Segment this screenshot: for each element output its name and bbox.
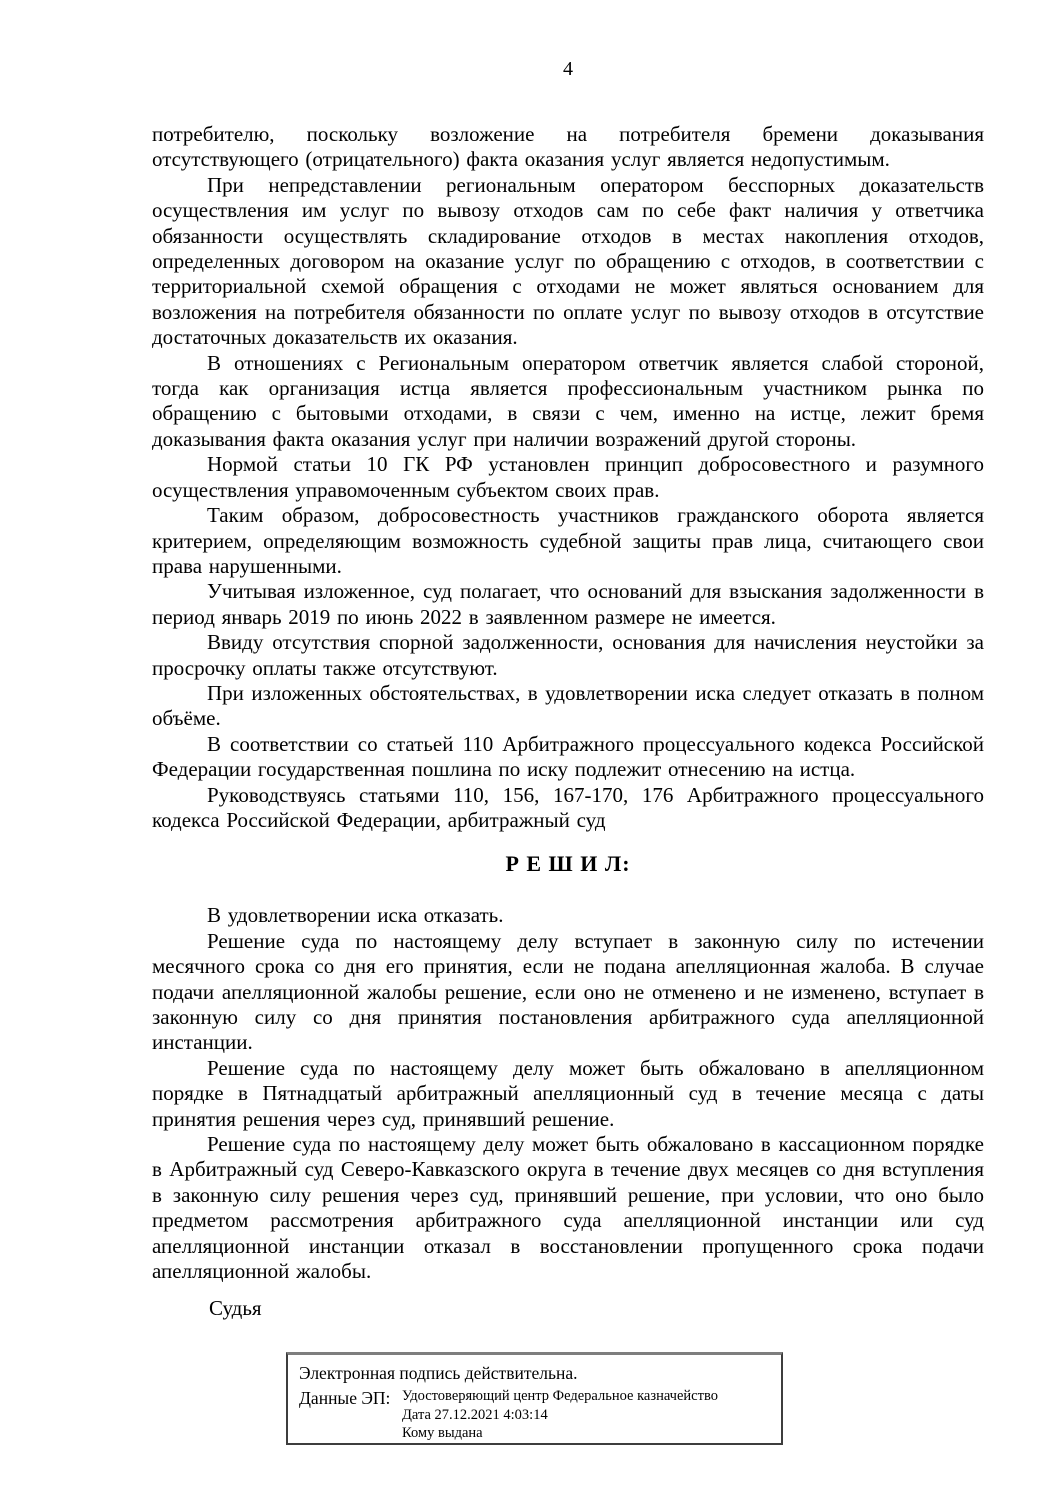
body-paragraph: Нормой статьи 10 ГК РФ установлен принцип добросовестного и разумного осуществления управомоченным субъектом своих прав. <box>152 452 984 502</box>
resolution-heading: Р Е Ш И Л: <box>505 851 631 877</box>
signature-validity-text: Электронная подпись действительна. <box>299 1363 578 1383</box>
signature-date: Дата 27.12.2021 4:03:14 <box>402 1406 548 1423</box>
signature-details <box>402 1387 773 1443</box>
body-paragraph: потребителю, поскольку возложение на потребителя бремени доказывания отсутствующего (отрицательного) факта оказания услуг является недопустимым. <box>152 122 984 172</box>
signature-certification-center: Удостоверяющий центр Федеральное казначейство <box>402 1388 718 1404</box>
signature-issued-to: Кому выдана <box>402 1425 483 1441</box>
body-paragraph: При непредставлении региональным оператором бесспорных доказательств осуществления им услуг по вывозу отходов сам по себе факт наличия у ответчика обязанности осуществлять складирование отходов в местах накопления отходов, определенных договором на оказание услуг по обращению с отходов, в соответствии с территориальной схемой обращения с отходами не может являться основанием для возложения на потребителя обязанности по оплате услуг по вывозу отходов в отсутствие достаточных доказательств их оказания. <box>152 172 984 350</box>
judge-label: Судья <box>209 1296 262 1321</box>
body-paragraph: При изложенных обстоятельствах, в удовлетворении иска следует отказать в полном объёме. <box>152 680 984 731</box>
body-paragraph: В удовлетворении иска отказать. <box>207 903 504 928</box>
body-paragraph: Решение суда по настоящему делу может быть обжаловано в кассационном порядке в Арбитражный суд Северо-Кавказского округа в течение двух месяцев со дня вступления в законную силу решения через суд, принявший решение, при условии, что оно было предметом рассмотрения арбитражного суда апелляционной инстанции или суд апелляционной инстанции отказал в восстановлении пропущенного срока подачи апелляционной жалобы. <box>152 1132 984 1284</box>
body-paragraph: Таким образом, добросовестность участников гражданского оборота является критерием, определяющим возможность судебной защиты прав лица, считающего свои права нарушенными. <box>152 503 984 578</box>
signature-details-label: Данные ЭП: <box>299 1388 391 1408</box>
document-body <box>152 122 984 1322</box>
body-paragraph: В отношениях с Региональным оператором ответчик является слабой стороной, тогда как организация истца является профессиональным участником рынка по обращению с бытовыми отходами, в связи с чем, именно на истце, лежит бремя доказывания факта оказания услуг при наличии возражений другой стороны. <box>152 350 984 451</box>
body-paragraph: Ввиду отсутствия спорной задолженности, основания для начисления неустойки за просрочку оплаты также отсутствуют. <box>152 630 984 680</box>
page-number: 4 <box>563 58 573 80</box>
body-paragraph: Решение суда по настоящему делу вступает в законную силу по истечении месячного срока со дня его принятия, если не подана апелляционная жалоба. В случае подачи апелляционной жалобы решение, если оно не отменено и не изменено, вступает в законную силу со дня принятия постановления арбитражного суда апелляционной инстанции. <box>152 928 984 1055</box>
body-paragraph: Руководствуясь статьями 110, 156, 167-170, 176 Арбитражного процессуального кодекса Российской Федерации, арбитражный суд <box>152 782 984 832</box>
body-paragraph: В соответствии со статьей 110 Арбитражного процессуального кодекса Российской Федерации государственная пошлина по иску подлежит отнесению на истца. <box>152 731 984 782</box>
body-paragraph: Решение суда по настоящему делу может быть обжаловано в апелляционном порядке в Пятнадцатый арбитражный апелляционный суд в течение месяца с даты принятия решения через суд, принявший решение. <box>152 1055 984 1131</box>
signature-details-row <box>299 1387 773 1443</box>
body-paragraph: Учитывая изложенное, суд полагает, что оснований для взыскания задолженности в период январь 2019 по июнь 2022 в заявленном размере не имеется. <box>152 579 984 629</box>
electronic-signature-stamp <box>286 1352 783 1445</box>
